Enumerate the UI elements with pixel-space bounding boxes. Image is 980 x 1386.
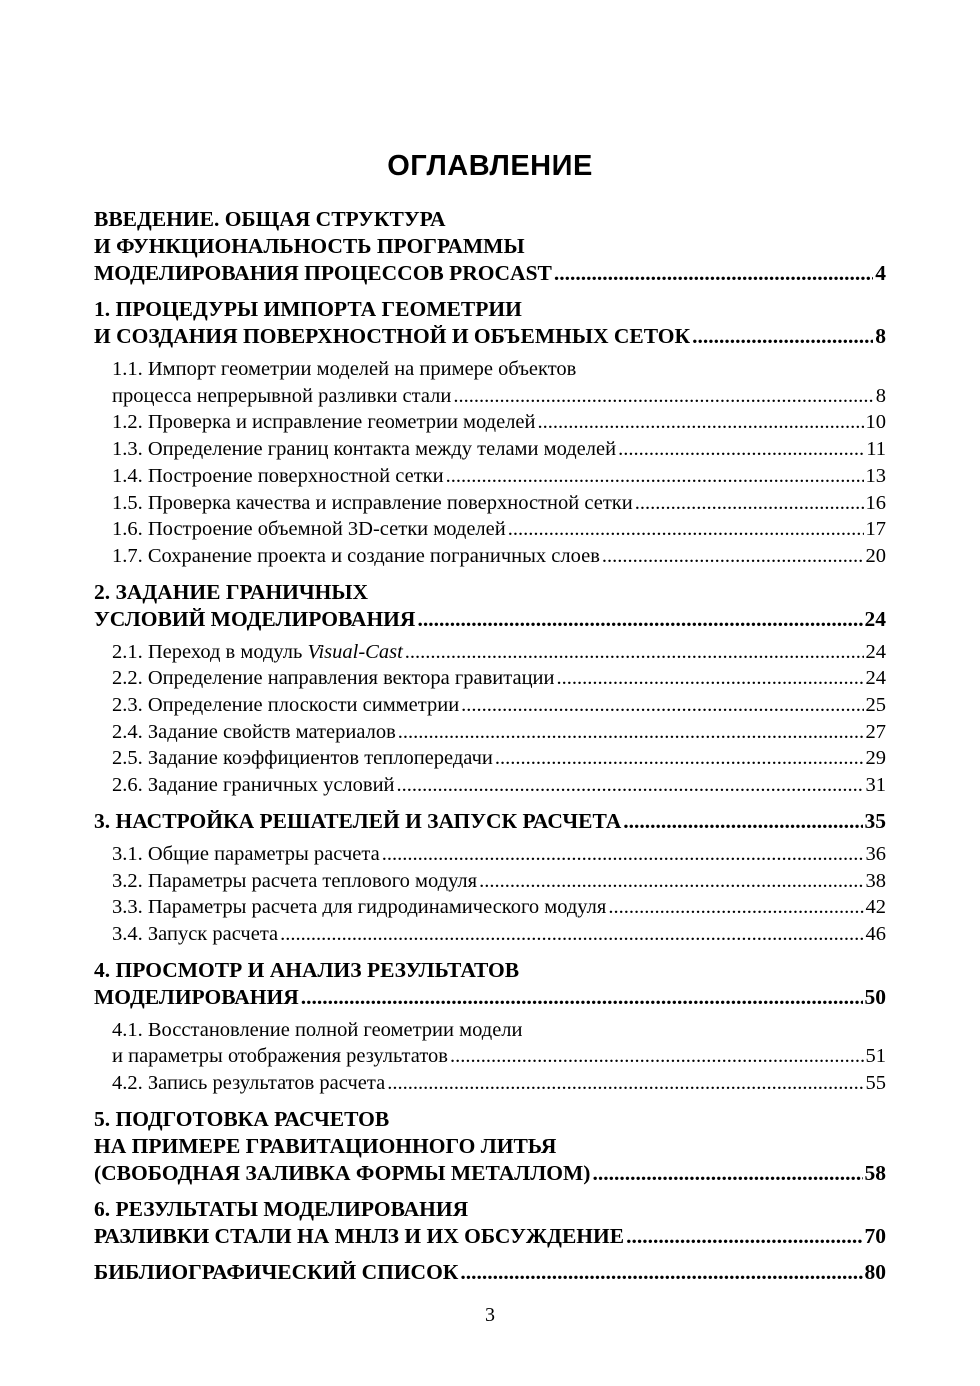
toc-item-3-3[interactable] xyxy=(112,894,886,921)
toc-section-intro[interactable] xyxy=(94,206,886,287)
dot-leader xyxy=(538,409,864,436)
toc-page-number: 17 xyxy=(865,518,886,541)
toc-page-number: 16 xyxy=(865,491,886,514)
toc-section-line: И ФУНКЦИОНАЛЬНОСТЬ ПРОГРАММЫ xyxy=(94,234,525,258)
toc-section-1[interactable] xyxy=(94,296,886,350)
toc-item-title: 1.3. Определение границ контакта между телами моделей xyxy=(112,438,617,461)
dot-leader xyxy=(397,772,864,799)
toc-section-line: 6. РЕЗУЛЬТАТЫ МОДЕЛИРОВАНИЯ xyxy=(94,1196,469,1221)
toc-item-title: и параметры отображения результатов xyxy=(112,1045,448,1068)
toc-item-title: 2.6. Задание граничных условий xyxy=(112,774,395,797)
dot-leader xyxy=(623,808,862,835)
toc-item-title: 2.2. Определение направления вектора гравитации xyxy=(112,667,555,690)
toc-page-number: 29 xyxy=(865,747,886,770)
toc-subsection-list xyxy=(94,356,886,570)
dot-leader xyxy=(461,692,863,719)
toc-item-line: 1.1. Импорт геометрии моделей на примере объектов xyxy=(112,358,577,380)
toc-item-2-2[interactable] xyxy=(112,665,886,692)
toc-item-2-3[interactable] xyxy=(112,692,886,719)
toc-item-title: 2.4. Задание свойств материалов xyxy=(112,720,396,743)
toc-item-1-1[interactable] xyxy=(112,356,886,409)
toc-section-line: 1. ПРОЦЕДУРЫ ИМПОРТА ГЕОМЕТРИИ xyxy=(94,297,522,321)
toc-page-number: 31 xyxy=(865,774,886,797)
toc-page-number: 27 xyxy=(865,720,886,743)
dot-leader xyxy=(692,323,873,350)
toc-item-title: 2.1. Переход в модуль Visual-Cast xyxy=(112,640,403,663)
toc-item-2-5[interactable] xyxy=(112,745,886,772)
toc-item-3-4[interactable] xyxy=(112,921,886,948)
toc-item-title: 3.3. Параметры расчета для гидродинамического модуля xyxy=(112,896,607,919)
toc-subsection-list xyxy=(94,1017,886,1097)
toc-section-title: БИБЛИОГРАФИЧЕСКИЙ СПИСОК xyxy=(94,1259,459,1284)
toc-item-2-6[interactable] xyxy=(112,772,886,799)
module-name: Visual-Cast xyxy=(307,640,403,663)
toc-page-number: 38 xyxy=(865,869,886,892)
toc-page-number: 24 xyxy=(865,667,886,690)
toc-item-1-5[interactable] xyxy=(112,490,886,517)
dot-leader xyxy=(608,894,863,921)
dot-leader xyxy=(495,745,864,772)
toc-section-3[interactable] xyxy=(94,808,886,835)
page-title: ОГЛАВЛЕНИЕ xyxy=(387,150,593,182)
toc-page-number: 51 xyxy=(865,1045,886,1068)
dot-leader xyxy=(382,841,864,868)
toc-item-title: 4.2. Запись результатов расчета xyxy=(112,1072,386,1095)
dot-leader xyxy=(450,1043,864,1070)
toc-item-4-2[interactable] xyxy=(112,1070,886,1097)
toc-page-number: 10 xyxy=(865,411,886,434)
toc-section-title: МОДЕЛИРОВАНИЯ ПРОЦЕССОВ PROCAST xyxy=(94,261,552,285)
toc-section-title: И СОЗДАНИЯ ПОВЕРХНОСТНОЙ И ОБЪЕМНЫХ СЕТОК xyxy=(94,324,691,348)
toc-item-title: 3.1. Общие параметры расчета xyxy=(112,842,380,865)
toc-item-1-4[interactable] xyxy=(112,463,886,490)
toc-page-number: 24 xyxy=(864,606,886,631)
toc-page-number: 70 xyxy=(864,1223,886,1248)
dot-leader xyxy=(301,984,863,1011)
dot-leader xyxy=(635,490,864,517)
toc-item-2-4[interactable] xyxy=(112,719,886,746)
dot-leader xyxy=(626,1223,862,1250)
dot-leader xyxy=(405,639,864,666)
dot-leader xyxy=(479,868,863,895)
dot-leader xyxy=(592,1160,862,1187)
toc-item-1-7[interactable] xyxy=(112,543,886,570)
toc-page-number: 4 xyxy=(875,261,886,285)
toc-section-2[interactable] xyxy=(94,579,886,633)
toc-page-number: 8 xyxy=(875,324,886,348)
toc-item-title: 2.3. Определение плоскости симметрии xyxy=(112,694,460,717)
toc-subsection-list xyxy=(94,841,886,948)
toc-section-title: (СВОБОДНАЯ ЗАЛИВКА ФОРМЫ МЕТАЛЛОМ) xyxy=(94,1160,591,1185)
toc-page-number: 35 xyxy=(864,808,886,833)
toc-item-title: 1.7. Сохранение проекта и создание пограничных слоев xyxy=(112,544,600,567)
toc-item-line: 4.1. Восстановление полной геометрии модели xyxy=(112,1018,523,1041)
toc-section-4[interactable] xyxy=(94,957,886,1011)
dot-leader xyxy=(460,1259,862,1286)
toc-item-4-1[interactable] xyxy=(112,1017,886,1070)
toc-item-1-2[interactable] xyxy=(112,409,886,436)
toc-page-number: 58 xyxy=(864,1160,886,1185)
toc-item-title: 1.4. Построение поверхностной сетки xyxy=(112,464,444,487)
toc-section-line: 5. ПОДГОТОВКА РАСЧЕТОВ xyxy=(94,1106,390,1131)
toc-item-2-1[interactable] xyxy=(112,639,886,666)
toc-page-number: 55 xyxy=(865,1072,886,1095)
dot-leader xyxy=(554,260,873,287)
toc-item-3-1[interactable] xyxy=(112,841,886,868)
dot-leader xyxy=(280,921,863,948)
toc-item-title: процесса непрерывной разливки стали xyxy=(112,384,452,407)
toc-page-number: 20 xyxy=(865,544,886,567)
toc-section-6[interactable] xyxy=(94,1196,886,1250)
toc-page-number: 25 xyxy=(865,694,886,717)
table-of-contents xyxy=(94,206,886,1286)
toc-section-title: МОДЕЛИРОВАНИЯ xyxy=(94,984,299,1009)
toc-page-number: 8 xyxy=(875,384,886,407)
toc-section-title: 3. НАСТРОЙКА РЕШАТЕЛЕЙ И ЗАПУСК РАСЧЕТА xyxy=(94,808,622,833)
dot-leader xyxy=(508,516,864,543)
toc-page-number: 36 xyxy=(865,842,886,865)
toc-item-title: 1.5. Проверка качества и исправление поверхностной сетки xyxy=(112,491,633,514)
toc-section-line: НА ПРИМЕРЕ ГРАВИТАЦИОННОГО ЛИТЬЯ xyxy=(94,1133,557,1158)
toc-page-number: 42 xyxy=(865,896,886,919)
toc-page-number: 24 xyxy=(865,640,886,663)
toc-page-number: 80 xyxy=(864,1259,886,1284)
toc-section-line: ВВЕДЕНИЕ. ОБЩАЯ СТРУКТУРА xyxy=(94,207,446,231)
toc-item-title: 1.6. Построение объемной 3D-сетки моделей xyxy=(112,518,506,541)
toc-section-5[interactable] xyxy=(94,1106,886,1187)
page-number: 3 xyxy=(485,1304,495,1326)
toc-page-number: 46 xyxy=(865,922,886,945)
dot-leader xyxy=(387,1070,863,1097)
toc-page-number: 50 xyxy=(864,984,886,1009)
dot-leader xyxy=(417,606,862,633)
toc-item-title: 1.2. Проверка и исправление геометрии моделей xyxy=(112,411,536,434)
toc-section-line: 2. ЗАДАНИЕ ГРАНИЧНЫХ xyxy=(94,579,369,604)
toc-item-3-2[interactable] xyxy=(112,868,886,895)
toc-section-title: РАЗЛИВКИ СТАЛИ НА МНЛЗ И ИХ ОБСУЖДЕНИЕ xyxy=(94,1223,625,1248)
dot-leader xyxy=(446,463,864,490)
dot-leader xyxy=(557,665,864,692)
dot-leader xyxy=(618,436,864,463)
toc-page-number: 11 xyxy=(866,438,886,461)
toc-page-number: 13 xyxy=(865,464,886,487)
toc-item-1-6[interactable] xyxy=(112,516,886,543)
toc-item-title: 3.2. Параметры расчета теплового модуля xyxy=(112,869,478,892)
toc-subsection-list xyxy=(94,639,886,799)
toc-section-title: УСЛОВИЙ МОДЕЛИРОВАНИЯ xyxy=(94,606,416,631)
dot-leader xyxy=(398,719,864,746)
toc-section-line: 4. ПРОСМОТР И АНАЛИЗ РЕЗУЛЬТАТОВ xyxy=(94,957,520,982)
dot-leader xyxy=(602,543,864,570)
toc-section-bibliography[interactable] xyxy=(94,1259,886,1286)
toc-item-title: 3.4. Запуск расчета xyxy=(112,922,279,945)
toc-item-title: 2.5. Задание коэффициентов теплопередачи xyxy=(112,747,493,770)
dot-leader xyxy=(453,383,873,410)
toc-item-1-3[interactable] xyxy=(112,436,886,463)
